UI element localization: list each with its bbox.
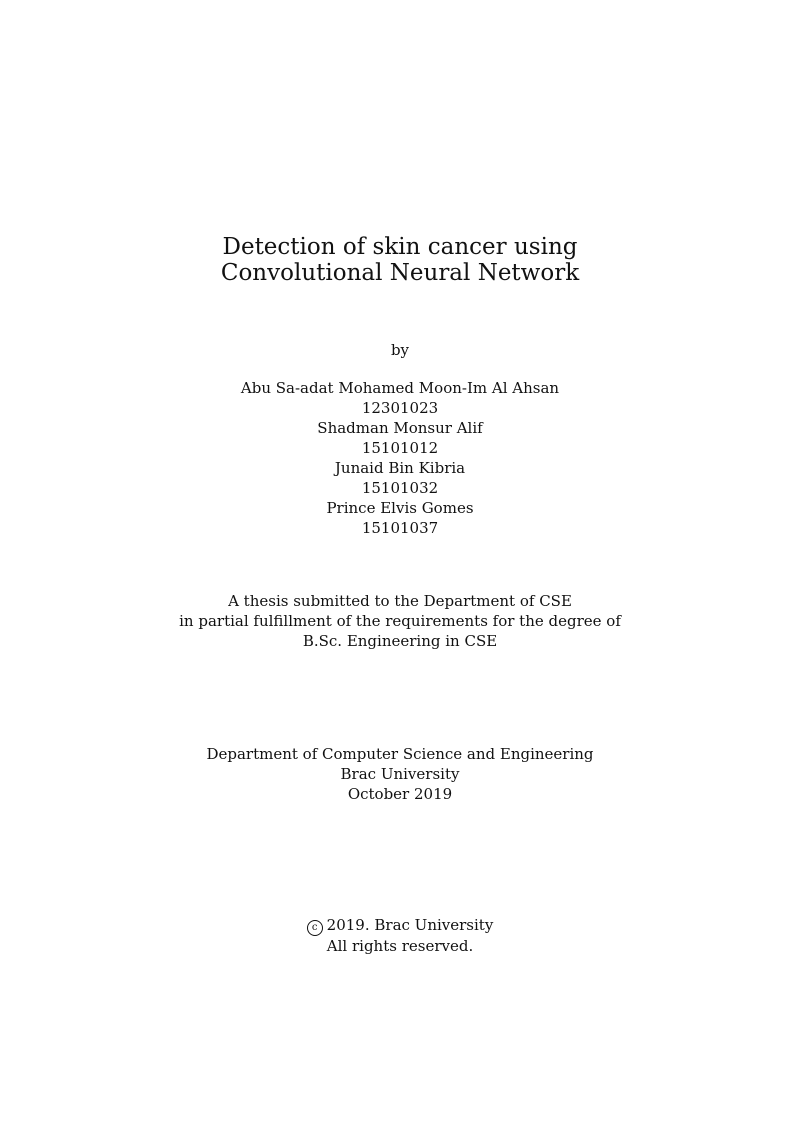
title-line-1: Detection of skin cancer using <box>222 234 578 260</box>
submission-line-1: A thesis submitted to the Department of CSE <box>228 592 572 610</box>
submission-line-2: in partial fulfillment of the requirements for the degree of <box>179 612 621 630</box>
author-name: Shadman Monsur Alif <box>317 419 483 437</box>
author-name: Junaid Bin Kibria <box>334 459 466 477</box>
thesis-title <box>0 234 800 286</box>
by-label <box>0 340 800 360</box>
submission-date: October 2019 <box>347 785 453 803</box>
copyright-line <box>0 915 800 936</box>
submission-line-3: B.Sc. Engineering in CSE <box>302 632 498 650</box>
author-id: 15101012 <box>361 439 439 457</box>
by-text: by <box>390 341 410 359</box>
institution-block <box>0 744 800 804</box>
title-line-2: Convolutional Neural Network <box>220 260 580 286</box>
author-name: Abu Sa-adat Mohamed Moon-Im Al Ahsan <box>240 379 560 397</box>
department-name: Department of Computer Science and Engineering <box>206 745 594 763</box>
author-name: Prince Elvis Gomes <box>326 499 474 517</box>
copyright-text: 2019. Brac University <box>326 916 494 934</box>
author-list <box>0 378 800 538</box>
university-name: Brac University <box>340 765 460 783</box>
submission-statement <box>0 591 800 651</box>
author-id: 12301023 <box>361 399 439 417</box>
copyright-icon: c <box>307 920 323 936</box>
author-id: 15101032 <box>361 479 439 497</box>
copyright-notice <box>0 915 800 956</box>
rights-reserved: All rights reserved. <box>326 937 474 955</box>
author-id: 15101037 <box>361 519 439 537</box>
